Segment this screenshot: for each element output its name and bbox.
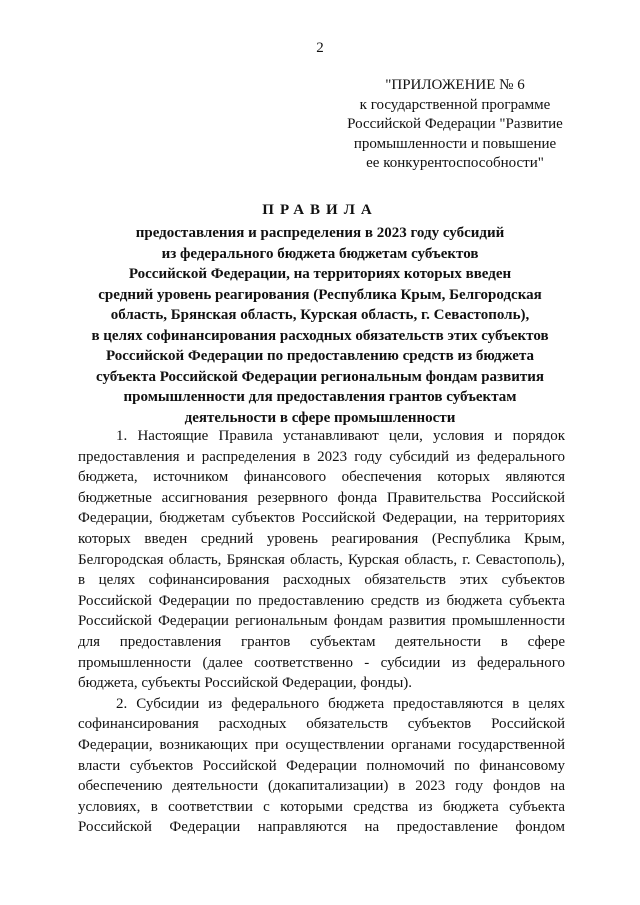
paragraph-line: 2. Субсидии из федерального бюджета предоставляются в целях [116,695,565,712]
paragraph-2 [78,694,565,838]
appendix-line: ее конкурентоспособности" [366,155,544,171]
paragraph-line: которых введен средний уровень реагирования (Республика Крым, [78,530,565,547]
paragraph-line: Федерации, бюджетам субъектов Российской Федерации, на территориях [78,510,565,527]
paragraph-line: бюджета, субъекты Российской Федерации, фонды). [78,675,413,692]
paragraph-line: власти субъектов Российской Федерации полномочий по финансовому [78,757,565,774]
paragraph-line: софинансирования расходных обязательств субъектов Российской [78,716,565,733]
document-subtitle [40,223,600,428]
appendix-line: промышленности и повышение [353,135,557,152]
paragraph-line: промышленности (далее соответственно - субсидии из федерального [78,654,565,671]
document-title: ПРАВИЛА [262,202,378,218]
subtitle-line: субъекта Российской Федерации региональным фондам развития [96,368,544,385]
paragraph-line: Российской Федерации по предоставлению средств из бюджета субъекта [78,592,565,609]
document-body [78,426,565,838]
paragraph-line: Белгородская область, Брянская область, Курская область, г. Севастополь), [78,551,565,568]
subtitle-line: из федерального бюджета бюджетам субъектов [161,245,479,262]
subtitle-line: Российской Федерации, на территориях которых введен [128,266,512,282]
page-number: 2 [316,40,324,56]
paragraph-1 [78,426,565,694]
paragraph-line: Федерации, возникающих при осуществлении органами государственной [78,736,565,753]
appendix-header [320,76,590,174]
paragraph-line: условиях, в соответствии с которыми средства из бюджета субъекта [78,798,565,815]
paragraph-line: 1. Настоящие Правила устанавливают цели, условия и порядок [116,428,565,444]
paragraph-line: Российской Федерации направляются на предоставление фондом [78,819,565,836]
appendix-line: Российской Федерации "Развитие [347,116,563,132]
subtitle-line: в целях софинансирования расходных обязательств этих субъектов [91,327,549,344]
subtitle-line: Российской Федерации по предоставлению средств из бюджета [105,348,535,364]
appendix-line: к государственной программе [359,96,551,113]
paragraph-line: Российской Федерации региональным фондам развития промышленности [78,613,565,630]
subtitle-line: промышленности для предоставления грантов субъектам [123,389,517,405]
subtitle-line: деятельности в сфере промышленности [184,409,456,426]
subtitle-line: средний уровень реагирования (Республика Крым, Белгородская [98,286,542,303]
paragraph-line: бюджета, источником финансового обеспечения которых являются [78,469,565,486]
paragraph-line: в целях софинансирования расходных обязательств этих субъектов [78,572,565,589]
paragraph-line: предоставления и распределения в 2023 году субсидий из федерального [78,448,565,465]
subtitle-line: область, Брянская область, Курская область, г. Севастополь), [110,307,530,323]
appendix-line: "ПРИЛОЖЕНИЕ № 6 [385,77,525,93]
paragraph-line: бюджетные ассигнования резервного фонда Правительства Российской [78,489,565,506]
subtitle-line: предоставления и распределения в 2023 году субсидий [135,225,505,241]
paragraph-line: обеспечению деятельности (докапитализации) в 2023 году фондов на [78,778,565,795]
paragraph-line: для предоставления грантов субъектам деятельности в сфере [78,633,565,650]
